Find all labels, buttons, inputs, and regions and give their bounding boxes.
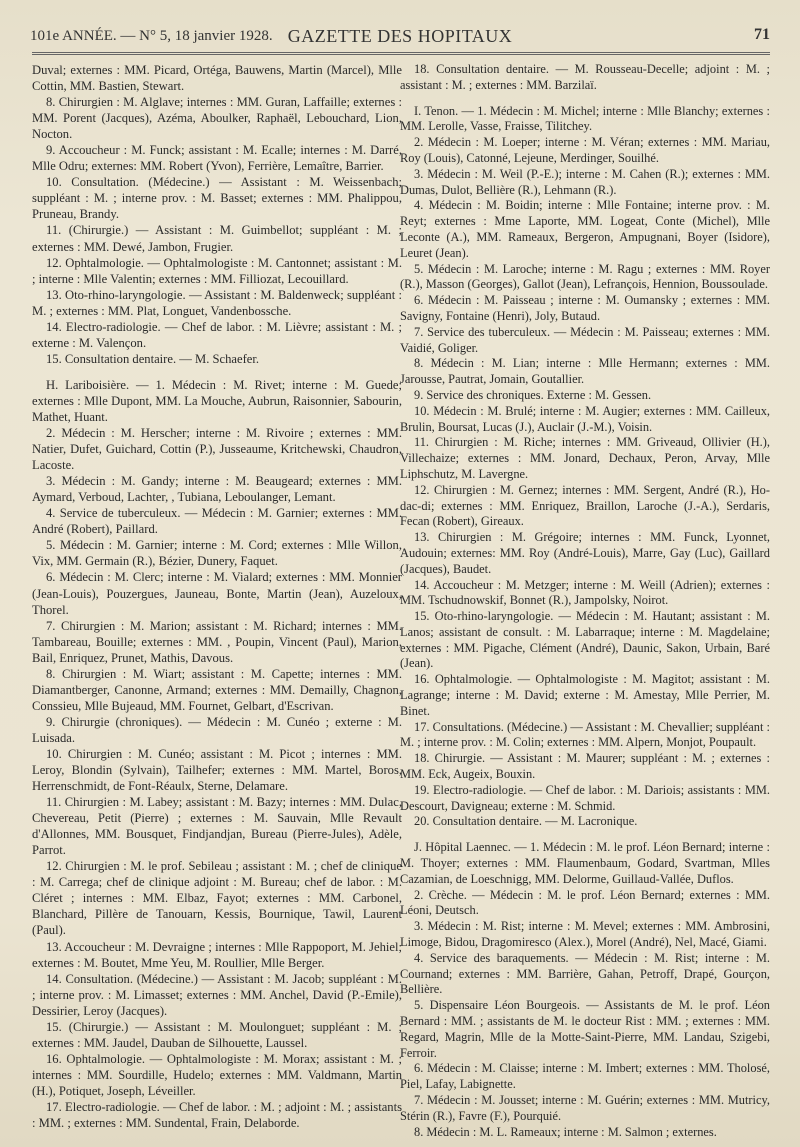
service-entry: 16. Ophtalmologie. — Ophtalmologiste : M. Magitot; assistant : M. Lagrange; interne : M. David; externe : M. Amestay, Mlle Perrier, M. Binet. (400, 672, 770, 718)
service-entry: 8. Médecin : M. Lian; interne : Mlle Hermann; externes : MM. Jarousse, Pautrat, Jomain, Goutallier. (400, 356, 770, 387)
service-entry: 4. Service des baraquements. — Médecin : M. Rist; interne : M. Cournand; externes : MM. Barrière, Gahan, Petroff, Drapé, Gourçon, Bellière. (400, 950, 770, 997)
service-entry: 4. Médecin : M. Boidin; interne : Mlle Fontaine; interne prov. : M. Reyt; externes : Mme Laporte, MM. Logeat, Conte (Michel), Mlle Leconte (A.), MM. Rameaux, Bergeron, Ampugnani, Boyer (Isidore), Leuret (Jean). (400, 198, 770, 260)
service-entry: 9. Service des chroniques. Externe : M. Gessen. (414, 387, 652, 402)
service-entry: 6. Médecin : M. Claisse; interne : M. Imbert; externes : MM. Tholosé, Piel, Lafay, Labignette. (400, 1061, 770, 1092)
hospital-entry: J. Hôpital Laennec. — 1. Médecin : M. le prof. Léon Bernard; interne : M. Thoyer; externes : MM. Flaumenbaum, Godard, Svartman, Mlles Cazamian, de Loeschnigg, MM. Delorme, Guillaud-Vallée, Duflos. (400, 840, 770, 886)
service-entry: 5. Médecin : M. Laroche; interne : M. Ragu ; externes : MM. Royer (R.), Masson (Georges), Gallot (Jean), Lefrançois, Hennion, Boussoulade. (400, 261, 770, 292)
service-entry: 6. Médecin : M. Clerc; interne : M. Vialard; externes : MM. Monnier (Jean-Louis), Pouzergues, Jauneau, Bonte, Martin (Jean), Auzeloux, Thorel. (32, 570, 402, 617)
service-entry: 3. Médecin : M. Weil (P.-E.); interne : M. Cahen (R.); externes : MM. Dumas, Dulot, Bellière (R.), Lehmann (R.). (400, 166, 770, 197)
service-entry: 13. Oto-rhino-laryngologie. — Assistant : M. Baldenweck; suppléant : M. ; externes : MM. Plat, Longuet, Vandenbossche. (32, 287, 402, 318)
service-entry: 5. Médecin : M. Garnier; interne : M. Cord; externes : Mlle Willon, Vix, MM. Germain (R.), Bézier, Dunery, Faquet. (32, 538, 402, 569)
service-entry: 19. Electro-radiologie. — Chef de labor. : M. Dariois; assistants : MM. Descourt, Davigneau; externe : M. Schmid. (400, 782, 770, 813)
service-entry: 11. Chirurgien : M. Riche; internes : MM. Griveaud, Ollivier (H.), Villechaize; externes : MM. Jonard, Dechaux, Peron, Arvay, Mlle Liphschutz, M. Lavergne. (400, 435, 770, 481)
service-entry: 15. (Chirurgie.) — Assistant : M. Moulonguet; suppléant : M. ; externes : MM. Jaudel, Dauban de Silhouette, Laussel. (32, 1019, 402, 1050)
service-entry: 8. Chirurgien : M. Alglave; internes : MM. Guran, Laffaille; externes : MM. Porent (Jacques), Azéma, Aboulker, Raphaël, Lebouchard, Lion, Nocton. (32, 95, 402, 142)
page-header (30, 22, 770, 46)
service-entry: 10. Chirurgien : M. Cunéo; assistant : M. Picot ; internes : MM. Leroy, Blondin (Sylvain), Tailhefer; externes : MM. Martel, Boros, Herrenschmidt, de Font-Réaulx, Sterne, Delamare. (32, 746, 402, 794)
service-entry: 18. Chirurgie. — Assistant : M. Maurer; suppléant : M. ; externes : MM. Eck, Augeix, Bouxin. (400, 751, 770, 782)
right-column (400, 62, 770, 1140)
service-entry: 7. Chirurgien : M. Marion; assistant : M. Richard; internes : MM. Tambareau, Bouille; externes : MM. , Poupin, Vincent (Paul), Marion, Bail, Enriquez, Prunet, Mathis, Davous. (32, 618, 402, 665)
service-entry: 4. Service de tuberculeux. — Médecin : M. Garnier; externes : MM. André (Robert), Paillard. (32, 506, 402, 537)
publication-title: GAZETTE DES HOPITAUX (287, 26, 513, 46)
service-entry: 5. Dispensaire Léon Bourgeois. — Assistants de M. le prof. Léon Bernard : MM. ; assistants de M. le docteur Rist : MM. ; externes : MM. Regard, Magrin, Mlle de la Motte-Saint-Pierre, MM. Landau, Szigebi, Ferroir. (400, 998, 770, 1060)
service-entry: 14. Consultation. (Médecine.) — Assistant : M. Jacob; suppléant : M. ; interne prov. : M. Limasset; externes : MM. Anchel, David (P.-Emile), Dessirier, Leroy (Jacques). (32, 971, 402, 1018)
service-entry: 8. Médecin : M. L. Rameaux; interne : M. Salmon ; externes. (414, 1124, 717, 1139)
hospital-entry: I. Tenon. — 1. Médecin : M. Michel; interne : Mlle Blanchy; externes : MM. Lerolle, Vasse, Fraisse, Tilitchey. (400, 103, 770, 134)
service-entry: 10. Consultation. (Médecine.) — Assistant : M. Weissenbach; suppléant : M. ; interne prov. : M. Basset; externes : MM. Phalippou, Pruneau, Brandy. (32, 175, 402, 222)
service-entry: Duval; externes : MM. Picard, Ortéga, Bauwens, Martin (Marcel), Mlle Cottin, MM. Bastien, Stewart. (32, 63, 402, 94)
service-entry: 6. Médecin : M. Paisseau ; interne : M. Oumansky ; externes : MM. Savigny, Fontaine (Henri), Joly, Butaud. (400, 293, 770, 323)
service-entry: 16. Ophtalmologie. — Ophtalmologiste : M. Morax; assistant : M. ; internes : MM. Sourdille, Hudelo; externes : MM. Valdmann, Martin (H.), Potiquet, Joseph, Léveiller. (32, 1051, 402, 1098)
service-entry: 2. Médecin : M. Herscher; interne : M. Rivoire ; externes : MM. Natier, Dufet, Guichard, Cottin (P.), Jusseaume, Kritchewski, Chaudron, Lacoste. (32, 426, 402, 473)
service-entry: 8. Chirurgien : M. Wiart; assistant : M. Capette; internes : MM. Diamantberger, Canonne, Armand; externes : MM. Demailly, Chagnon, Conssieu, Mlle Bujeaud, MM. Fournet, Gelbart, d'Escrivan. (32, 666, 402, 713)
service-entry: 14. Accoucheur : M. Metzger; interne : M. Weill (Adrien); externes : MM. Tschudnowskif, Bonnet (R.), Jampolsky, Noirot. (400, 577, 770, 608)
service-entry: 2. Médecin : M. Loeper; interne : M. Véran; externes : MM. Mariau, Roy (Louis), Catonné, Lejeune, Merdinger, Souilhé. (400, 135, 770, 165)
service-entry: 9. Chirurgie (chroniques). — Médecin : M. Cunéo ; externe : M. Luisada. (32, 714, 402, 745)
service-entry: 3. Médecin : M. Gandy; interne : M. Beaugeard; externes : MM. Aymard, Verboud, Lachter, , Tubiana, Leboulanger, Lemant. (32, 474, 402, 505)
service-entry: 12. Ophtalmologie. — Ophtalmologiste : M. Cantonnet; assistant : M. ; interne : Mlle Valentin; externes : MM. Filliozat, Lecouillard. (32, 255, 402, 286)
service-entry: 13. Chirurgien : M. Grégoire; internes : MM. Funck, Lyonnet, Audouin; externes: MM. Roy (André-Louis), Marre, Gay (Luc), Gaillard (Jacques), Baudet. (400, 530, 770, 576)
header-rule (32, 52, 770, 55)
hospital-entry: H. Lariboisière. — 1. Médecin : M. Rivet; interne : M. Guede; externes : Mlle Dupont, MM. La Mouche, Aubrun, Raisonnier, Sabourin, Mathet, Huant. (32, 377, 402, 424)
service-entry: 10. Médecin : M. Brulé; interne : M. Augier; externes : MM. Cailleux, Brulin, Boursat, Lucas (J.), Auclair (J.-M.), Voisin. (400, 403, 770, 434)
service-entry: 7. Médecin : M. Jousset; interne : M. Guérin; externes : MM. Mutricy, Stérin (R.), Favre (F.), Pourquié. (400, 1093, 770, 1123)
service-entry: 12. Chirurgien : M. Gernez; internes : MM. Sergent, André (R.), Ho-dac-di; externes : MM. Enriquez, Braillon, Laroche (J.-A.), Serdaris, Fecan (Robert), Gireaux. (400, 482, 770, 529)
service-entry: 18. Consultation dentaire. — M. Rousseau-Decelle; adjoint : M. ; assistant : M. ; externes : MM. Barzilaï. (400, 62, 770, 92)
service-entry: 13. Accoucheur : M. Devraigne ; internes : Mlle Rappoport, M. Jehiel; externes : M. Boutet, Mme Yeu, M. Roullier, Mlle Berger. (32, 939, 402, 970)
page-number: 71 (754, 26, 770, 43)
service-entry: 7. Service des tuberculeux. — Médecin : M. Paisseau; externes : MM. Vaidié, Goliger. (400, 324, 770, 355)
service-entry: 3. Médecin : M. Rist; interne : M. Mevel; externes : MM. Ambrosini, Limoge, Bidou, Dragomiresco (Alex.), Morel (André), Nel, Macé, Giami. (400, 919, 770, 950)
service-entry: 11. Chirurgien : M. Labey; assistant : M. Bazy; internes : MM. Dulac, Chevereau, Petit (Pierre) ; externes : M. Sauvain, Mlle Revault d'Allonnes, MM. Bousquet, Findjandjan, Bureau (Pierre-Jules), Adèle, Parrot. (32, 795, 402, 858)
service-entry: 11. (Chirurgie.) — Assistant : M. Guimbellot; suppléant : M. ; externes : MM. Dewé, Jambon, Frugier. (32, 223, 402, 254)
service-entry: 15. Consultation dentaire. — M. Schaefer. (46, 351, 259, 366)
service-entry: 2. Crèche. — Médecin : M. le prof. Léon Bernard; externes : MM. Léoni, Deutsch. (400, 887, 770, 918)
service-entry: 17. Consultations. (Médecine.) — Assistant : M. Chevallier; suppléant : M. ; interne prov. : M. Colin; externes : MM. Alpern, Monjot, Poupault. (400, 719, 770, 750)
service-entry: 12. Chirurgien : M. le prof. Sebileau ; assistant : M. ; chef de clinique : M. Carrega; chef de clinique adjoint : M. Bureau; chef de labor. : M. Cléret ; internes : MM. Elbaz, Fayot; externes : MM. Carbonel, Blanchard, Pillère de Tanouarn, Kessis, Bournique, Tawil, Laurent (Paul). (32, 859, 402, 938)
service-entry: 9. Accoucheur : M. Funck; assistant : M. Ecalle; internes : M. Darré, Mlle Odru; externes: MM. Robert (Yvon), Ferrière, Lemaître, Barrier. (32, 143, 402, 174)
service-entry: 20. Consultation dentaire. — M. Lacronique. (414, 814, 638, 829)
service-entry: 17. Electro-radiologie. — Chef de labor. : M. ; adjoint : M. ; assistants : MM. ; externes : MM. Sundental, Frain, Delaborde. (32, 1100, 402, 1131)
service-entry: 14. Electro-radiologie. — Chef de labor. : M. Lièvre; assistant : M. ; externe : M. Valençon. (32, 319, 402, 350)
left-column (32, 62, 402, 1131)
service-entry: 15. Oto-rhino-laryngologie. — Médecin : M. Hautant; assistant : M. Lanos; assistant de consult. : M. Labarraque; interne : M. Magdelaine; externes : MM. Pigache, Clément (André), Daunic, Sakon, Urbain, Baré (Jean). (400, 609, 770, 671)
issue-info: 101e ANNÉE. — N° 5, 18 janvier 1928. (30, 28, 273, 44)
